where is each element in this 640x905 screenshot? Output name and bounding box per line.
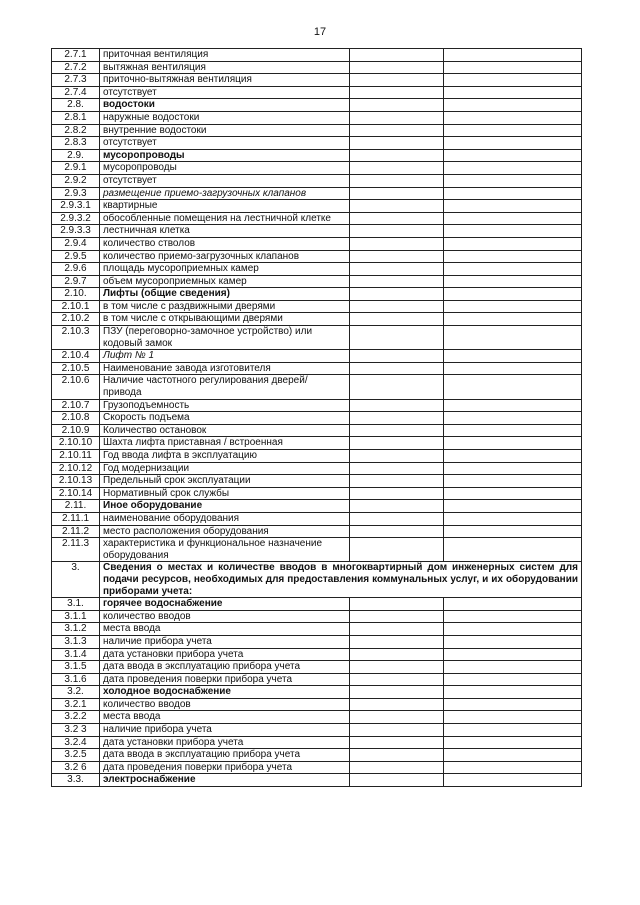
value-cell xyxy=(350,99,444,112)
table-row xyxy=(52,237,582,250)
row-label: вытяжная вентиляция xyxy=(100,61,350,74)
table-row xyxy=(52,635,582,648)
row-number: 2.10.9 xyxy=(52,424,100,437)
value-cell xyxy=(350,761,444,774)
row-number: 2.8. xyxy=(52,99,100,112)
row-label: площадь мусороприемных камер xyxy=(100,263,350,276)
value-cell xyxy=(350,288,444,301)
note-cell xyxy=(444,538,582,562)
row-label: наименование оборудования xyxy=(100,512,350,525)
note-cell xyxy=(444,49,582,62)
table-row xyxy=(52,362,582,375)
row-label: дата ввода в эксплуатацию прибора учета xyxy=(100,749,350,762)
value-cell xyxy=(350,49,444,62)
row-number: 2.10.4 xyxy=(52,350,100,363)
page-number: 17 xyxy=(313,26,327,38)
table-row xyxy=(52,399,582,412)
row-number: 2.11. xyxy=(52,500,100,513)
row-number: 3.2.5 xyxy=(52,749,100,762)
note-cell xyxy=(444,512,582,525)
row-label: дата проведения поверки прибора учета xyxy=(100,761,350,774)
note-cell xyxy=(444,661,582,674)
value-cell xyxy=(350,225,444,238)
row-number: 2.10.7 xyxy=(52,399,100,412)
value-cell xyxy=(350,623,444,636)
row-number: 3.1.4 xyxy=(52,648,100,661)
value-cell xyxy=(350,74,444,87)
row-number: 2.9.1 xyxy=(52,162,100,175)
row-label: обособленные помещения на лестничной клетке xyxy=(100,212,350,225)
table-row xyxy=(52,623,582,636)
row-label: Лифты (общие сведения) xyxy=(100,288,350,301)
row-number: 3.1.6 xyxy=(52,673,100,686)
row-number: 2.9.3.3 xyxy=(52,225,100,238)
row-number: 2.9.4 xyxy=(52,237,100,250)
row-number: 2.11.1 xyxy=(52,512,100,525)
row-label: дата установки прибора учета xyxy=(100,736,350,749)
row-label: количество приемо-загрузочных клапанов xyxy=(100,250,350,263)
note-cell xyxy=(444,450,582,463)
note-cell xyxy=(444,250,582,263)
row-label: Год модернизации xyxy=(100,462,350,475)
table-row xyxy=(52,538,582,562)
value-cell xyxy=(350,698,444,711)
value-cell xyxy=(350,648,444,661)
row-label: Предельный срок эксплуатации xyxy=(100,475,350,488)
table-row xyxy=(52,174,582,187)
value-cell xyxy=(350,661,444,674)
value-cell xyxy=(350,313,444,326)
table-row xyxy=(52,149,582,162)
value-cell xyxy=(350,749,444,762)
note-cell xyxy=(444,61,582,74)
table-row xyxy=(52,250,582,263)
row-number: 2.9.7 xyxy=(52,275,100,288)
row-label: внутренние водостоки xyxy=(100,124,350,137)
table-row xyxy=(52,263,582,276)
row-label: горячее водоснабжение xyxy=(100,598,350,611)
table-row xyxy=(52,562,582,598)
table-row xyxy=(52,475,582,488)
table-row xyxy=(52,450,582,463)
table-row xyxy=(52,99,582,112)
row-label: Нормативный срок службы xyxy=(100,487,350,500)
value-cell xyxy=(350,736,444,749)
table-row xyxy=(52,375,582,399)
row-number: 2.9.5 xyxy=(52,250,100,263)
row-number: 2.10.3 xyxy=(52,326,100,350)
row-label: отсутствует xyxy=(100,86,350,99)
table-row xyxy=(52,137,582,150)
value-cell xyxy=(350,350,444,363)
note-cell xyxy=(444,487,582,500)
value-cell xyxy=(350,399,444,412)
note-cell xyxy=(444,326,582,350)
value-cell xyxy=(350,635,444,648)
note-cell xyxy=(444,137,582,150)
row-number: 3.2.4 xyxy=(52,736,100,749)
note-cell xyxy=(444,673,582,686)
row-label: дата проведения поверки прибора учета xyxy=(100,673,350,686)
table-row xyxy=(52,162,582,175)
row-number: 2.8.1 xyxy=(52,111,100,124)
note-cell xyxy=(444,362,582,375)
note-cell xyxy=(444,424,582,437)
value-cell xyxy=(350,86,444,99)
value-cell xyxy=(350,124,444,137)
note-cell xyxy=(444,711,582,724)
row-number: 2.10. xyxy=(52,288,100,301)
table-row xyxy=(52,598,582,611)
row-number: 2.9.3.2 xyxy=(52,212,100,225)
row-number: 2.10.10 xyxy=(52,437,100,450)
row-label: количество вводов xyxy=(100,610,350,623)
value-cell xyxy=(350,538,444,562)
row-number: 2.10.2 xyxy=(52,313,100,326)
value-cell xyxy=(350,774,444,787)
row-number: 2.11.3 xyxy=(52,538,100,562)
row-label: Наименование завода изготовителя xyxy=(100,362,350,375)
row-label: холодное водоснабжение xyxy=(100,686,350,699)
table-row xyxy=(52,212,582,225)
row-number: 2.9.6 xyxy=(52,263,100,276)
value-cell xyxy=(350,412,444,425)
table-row xyxy=(52,487,582,500)
note-cell xyxy=(444,225,582,238)
row-number: 2.10.14 xyxy=(52,487,100,500)
note-cell xyxy=(444,86,582,99)
row-number: 3.2. xyxy=(52,686,100,699)
value-cell xyxy=(350,137,444,150)
row-number: 3.2.1 xyxy=(52,698,100,711)
note-cell xyxy=(444,300,582,313)
row-number: 2.8.3 xyxy=(52,137,100,150)
table-row xyxy=(52,288,582,301)
note-cell xyxy=(444,412,582,425)
value-cell xyxy=(350,362,444,375)
row-label: наружные водостоки xyxy=(100,111,350,124)
row-number: 2.10.12 xyxy=(52,462,100,475)
note-cell xyxy=(444,736,582,749)
building-passport-table xyxy=(51,48,582,787)
table-row xyxy=(52,749,582,762)
table-row xyxy=(52,49,582,62)
table-row xyxy=(52,412,582,425)
value-cell xyxy=(350,512,444,525)
value-cell xyxy=(350,149,444,162)
row-label: дата установки прибора учета xyxy=(100,648,350,661)
row-number: 2.9.3 xyxy=(52,187,100,200)
table-row xyxy=(52,512,582,525)
row-label: место расположения оборудования xyxy=(100,525,350,538)
value-cell xyxy=(350,250,444,263)
table-row xyxy=(52,124,582,137)
value-cell xyxy=(350,437,444,450)
note-cell xyxy=(444,525,582,538)
note-cell xyxy=(444,313,582,326)
row-label: в том числе с открывающими дверями xyxy=(100,313,350,326)
note-cell xyxy=(444,375,582,399)
row-number: 2.10.13 xyxy=(52,475,100,488)
value-cell xyxy=(350,462,444,475)
row-label: Скорость подъема xyxy=(100,412,350,425)
table-row xyxy=(52,661,582,674)
table-row xyxy=(52,686,582,699)
table-row xyxy=(52,437,582,450)
row-number: 3.2.2 xyxy=(52,711,100,724)
note-cell xyxy=(444,200,582,213)
row-number: 2.7.4 xyxy=(52,86,100,99)
value-cell xyxy=(350,525,444,538)
note-cell xyxy=(444,623,582,636)
row-number: 2.9.3.1 xyxy=(52,200,100,213)
row-number: 2.11.2 xyxy=(52,525,100,538)
note-cell xyxy=(444,724,582,737)
note-cell xyxy=(444,761,582,774)
row-label: лестничная клетка xyxy=(100,225,350,238)
value-cell xyxy=(350,686,444,699)
row-number: 3.1.2 xyxy=(52,623,100,636)
row-number: 2.10.11 xyxy=(52,450,100,463)
value-cell xyxy=(350,237,444,250)
table-row xyxy=(52,711,582,724)
table-row xyxy=(52,736,582,749)
note-cell xyxy=(444,500,582,513)
note-cell xyxy=(444,288,582,301)
value-cell xyxy=(350,724,444,737)
note-cell xyxy=(444,99,582,112)
table-row xyxy=(52,673,582,686)
row-label: Сведения о местах и количестве вводов в многоквартирный дом инженерных систем для подачи ресурсов, необходимых для предоставления коммунальных услуг, и их оборудовании приборами учета: xyxy=(100,562,582,598)
row-number: 2.7.1 xyxy=(52,49,100,62)
note-cell xyxy=(444,462,582,475)
note-cell xyxy=(444,774,582,787)
row-number: 2.8.2 xyxy=(52,124,100,137)
note-cell xyxy=(444,350,582,363)
row-number: 2.10.1 xyxy=(52,300,100,313)
table-row xyxy=(52,61,582,74)
row-label: Иное оборудование xyxy=(100,500,350,513)
note-cell xyxy=(444,187,582,200)
value-cell xyxy=(350,162,444,175)
row-label: характеристика и функциональное назначение оборудования xyxy=(100,538,350,562)
row-label: места ввода xyxy=(100,711,350,724)
note-cell xyxy=(444,698,582,711)
row-label: места ввода xyxy=(100,623,350,636)
row-label: приточная вентиляция xyxy=(100,49,350,62)
note-cell xyxy=(444,275,582,288)
table-body xyxy=(52,49,582,787)
row-label: количество вводов xyxy=(100,698,350,711)
note-cell xyxy=(444,749,582,762)
table-row xyxy=(52,462,582,475)
note-cell xyxy=(444,263,582,276)
table-row xyxy=(52,86,582,99)
row-label: в том числе с раздвижными дверями xyxy=(100,300,350,313)
table-row xyxy=(52,500,582,513)
row-label: Шахта лифта приставная / встроенная xyxy=(100,437,350,450)
note-cell xyxy=(444,686,582,699)
table-row xyxy=(52,724,582,737)
value-cell xyxy=(350,200,444,213)
table-row xyxy=(52,648,582,661)
table-row xyxy=(52,610,582,623)
row-label: квартирные xyxy=(100,200,350,213)
row-label: размещение приемо-загрузочных клапанов xyxy=(100,187,350,200)
note-cell xyxy=(444,124,582,137)
value-cell xyxy=(350,263,444,276)
table-row xyxy=(52,525,582,538)
row-label: наличие прибора учета xyxy=(100,724,350,737)
row-label: отсутствует xyxy=(100,174,350,187)
value-cell xyxy=(350,450,444,463)
table-row xyxy=(52,424,582,437)
table-row xyxy=(52,326,582,350)
row-label: дата ввода в эксплуатацию прибора учета xyxy=(100,661,350,674)
table-row xyxy=(52,275,582,288)
value-cell xyxy=(350,711,444,724)
value-cell xyxy=(350,61,444,74)
row-number: 2.10.6 xyxy=(52,375,100,399)
note-cell xyxy=(444,237,582,250)
note-cell xyxy=(444,610,582,623)
row-number: 2.9.2 xyxy=(52,174,100,187)
value-cell xyxy=(350,174,444,187)
row-label: Количество остановок xyxy=(100,424,350,437)
value-cell xyxy=(350,187,444,200)
table-row xyxy=(52,225,582,238)
row-label: ПЗУ (переговорно-замочное устройство) или кодовый замок xyxy=(100,326,350,350)
row-number: 3.2 6 xyxy=(52,761,100,774)
note-cell xyxy=(444,149,582,162)
value-cell xyxy=(350,610,444,623)
value-cell xyxy=(350,212,444,225)
note-cell xyxy=(444,598,582,611)
row-label: мусоропроводы xyxy=(100,162,350,175)
note-cell xyxy=(444,648,582,661)
value-cell xyxy=(350,673,444,686)
table-row xyxy=(52,200,582,213)
table-row xyxy=(52,774,582,787)
row-label: Лифт № 1 xyxy=(100,350,350,363)
row-number: 3. xyxy=(52,562,100,598)
row-number: 2.10.5 xyxy=(52,362,100,375)
row-label: Наличие частотного регулирования дверей/привода xyxy=(100,375,350,399)
value-cell xyxy=(350,111,444,124)
row-label: приточно-вытяжная вентиляция xyxy=(100,74,350,87)
table-row xyxy=(52,761,582,774)
value-cell xyxy=(350,275,444,288)
row-label: количество стволов xyxy=(100,237,350,250)
note-cell xyxy=(444,74,582,87)
value-cell xyxy=(350,487,444,500)
table-row xyxy=(52,111,582,124)
table-row xyxy=(52,698,582,711)
table-row xyxy=(52,74,582,87)
note-cell xyxy=(444,475,582,488)
value-cell xyxy=(350,424,444,437)
row-label: Год ввода лифта в эксплуатацию xyxy=(100,450,350,463)
value-cell xyxy=(350,500,444,513)
table-row xyxy=(52,350,582,363)
row-label: электроснабжение xyxy=(100,774,350,787)
row-number: 2.7.3 xyxy=(52,74,100,87)
row-number: 3.2 3 xyxy=(52,724,100,737)
row-number: 2.9. xyxy=(52,149,100,162)
row-number: 3.1.5 xyxy=(52,661,100,674)
table-row xyxy=(52,300,582,313)
value-cell xyxy=(350,326,444,350)
row-label: объем мусороприемных камер xyxy=(100,275,350,288)
value-cell xyxy=(350,598,444,611)
table-row xyxy=(52,187,582,200)
note-cell xyxy=(444,399,582,412)
value-cell xyxy=(350,375,444,399)
table-row xyxy=(52,313,582,326)
row-label: водостоки xyxy=(100,99,350,112)
row-label: отсутствует xyxy=(100,137,350,150)
note-cell xyxy=(444,162,582,175)
row-label: Грузоподъемность xyxy=(100,399,350,412)
note-cell xyxy=(444,212,582,225)
row-number: 2.10.8 xyxy=(52,412,100,425)
row-number: 3.1.3 xyxy=(52,635,100,648)
note-cell xyxy=(444,437,582,450)
note-cell xyxy=(444,111,582,124)
note-cell xyxy=(444,174,582,187)
row-label: мусоропроводы xyxy=(100,149,350,162)
row-label: наличие прибора учета xyxy=(100,635,350,648)
row-number: 3.1. xyxy=(52,598,100,611)
row-number: 2.7.2 xyxy=(52,61,100,74)
value-cell xyxy=(350,475,444,488)
row-number: 3.3. xyxy=(52,774,100,787)
note-cell xyxy=(444,635,582,648)
row-number: 3.1.1 xyxy=(52,610,100,623)
value-cell xyxy=(350,300,444,313)
